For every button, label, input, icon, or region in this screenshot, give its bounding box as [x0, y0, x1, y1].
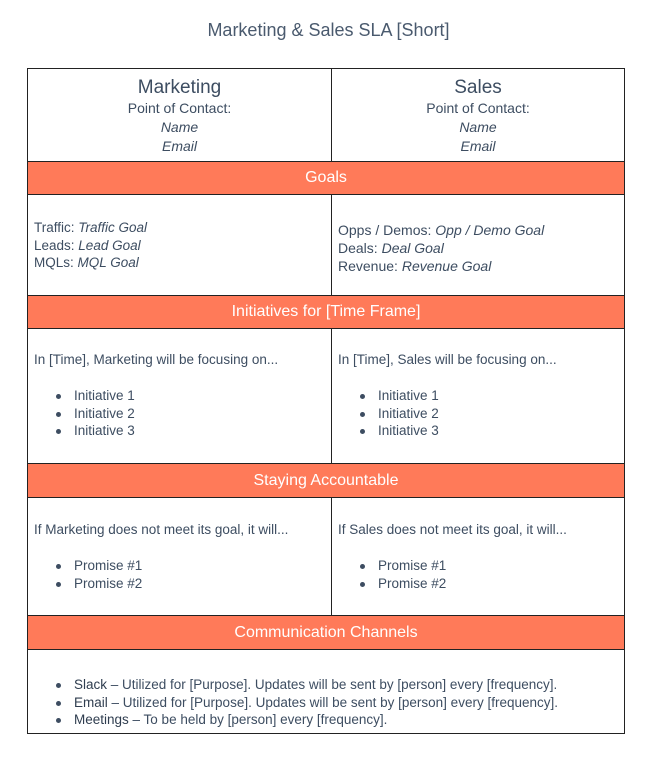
sla-table [27, 68, 625, 734]
sales-contact-name: Name [459, 119, 497, 135]
goal-line: Leads: Lead Goal [34, 237, 141, 253]
list-item: Initiative 1 [332, 387, 439, 405]
marketing-accountable-intro: If Marketing does not meet its goal, it will... [34, 522, 289, 537]
goal-line: Traffic: Traffic Goal [34, 220, 148, 235]
goals-row [28, 195, 624, 295]
marketing-contact-name: Name [160, 119, 199, 135]
sales-initiatives-intro: In [Time], Sales will be focusing on... [338, 352, 557, 367]
list-item: Slack – Utilized for [Purpose]. Updates will be sent by [person] every [frequency]. [28, 676, 558, 694]
list-item: Meetings – To be held by [person] every [frequency]. [28, 711, 558, 729]
list-item: Initiative 3 [28, 422, 135, 440]
document-title: Marketing & Sales SLA [Short] [207, 20, 450, 40]
channel-name: Slack [74, 677, 108, 692]
sales-accountable [332, 498, 624, 615]
list-item: Initiative 2 [28, 405, 135, 423]
marketing-initiatives [28, 329, 332, 463]
goal-line: Revenue: Revenue Goal [338, 258, 492, 274]
list-item: Initiative 2 [332, 405, 439, 423]
sales-goals [332, 195, 624, 295]
accountable-heading: Staying Accountable [28, 463, 624, 498]
sales-team-label: Sales [454, 77, 502, 98]
sales-header [332, 69, 624, 161]
marketing-team-label: Marketing [137, 77, 222, 98]
communication-list [28, 676, 558, 729]
list-item: Initiative 3 [332, 422, 439, 440]
header-row [28, 69, 624, 161]
marketing-contact-email: Email [161, 138, 197, 154]
marketing-initiatives-intro: In [Time], Marketing will be focusing on... [34, 352, 279, 367]
goals-heading: Goals [28, 161, 624, 195]
list-item: Promise #2 [332, 575, 446, 593]
marketing-initiatives-list [28, 387, 135, 440]
marketing-header [28, 69, 332, 161]
list-item: Initiative 1 [28, 387, 135, 405]
sales-contact-email: Email [460, 138, 496, 154]
sales-initiatives [332, 329, 624, 463]
sales-initiatives-list [332, 387, 439, 440]
communication-heading: Communication Channels [28, 615, 624, 650]
list-item: Promise #2 [28, 575, 142, 593]
accountable-row [28, 498, 624, 615]
goal-line: MQLs: MQL Goal [34, 255, 139, 270]
goal-line: Opps / Demos: Opp / Demo Goal [338, 222, 545, 238]
marketing-poc-label: Point of Contact: [127, 100, 232, 116]
communication-row [28, 650, 624, 734]
channel-name: Email [74, 694, 108, 710]
sales-accountable-intro: If Sales does not meet its goal, it will... [338, 522, 567, 537]
list-item: Promise #1 [332, 557, 446, 575]
list-item: Email – Utilized for [Purpose]. Updates will be sent by [person] every [frequency]. [28, 694, 558, 712]
initiatives-row [28, 329, 624, 463]
marketing-accountable [28, 498, 332, 615]
channel-name: Meetings [74, 712, 129, 727]
marketing-goals [28, 195, 332, 295]
list-item: Promise #1 [28, 557, 142, 575]
sales-promises-list [332, 557, 446, 592]
goal-line: Deals: Deal Goal [338, 240, 444, 256]
marketing-promises-list [28, 557, 142, 592]
sales-poc-label: Point of Contact: [426, 100, 530, 116]
initiatives-heading: Initiatives for [Time Frame] [28, 295, 624, 329]
